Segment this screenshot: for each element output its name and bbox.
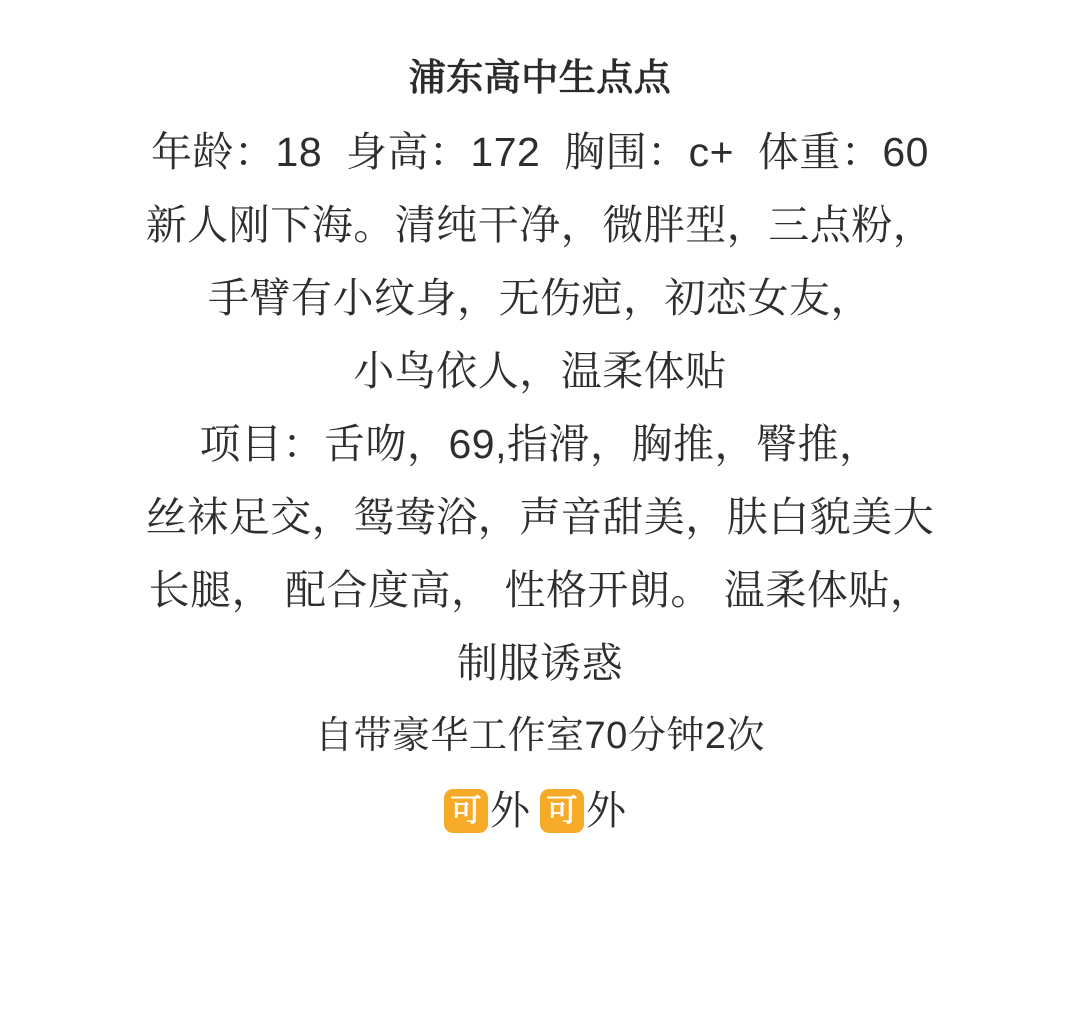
description-line: 新人刚下海。清纯干净，微胖型，三点粉，	[145, 202, 935, 248]
description-line: 小鸟依人，温柔体贴	[353, 348, 727, 394]
profile-stats-line: 年龄：18 身高：172 胸围：c+ 体重：60	[151, 129, 929, 175]
outcall-badge-row	[444, 783, 636, 839]
services-line: 项目：舌吻，69,指滑，胸推，臀推，	[199, 421, 881, 467]
services-line: 丝袜足交，鸳鸯浴，声音甜美，肤白貌美大	[145, 494, 935, 540]
outcall-badge-icon: 可	[444, 789, 488, 833]
outcall-badge-icon: 可	[540, 789, 584, 833]
studio-info-line: 自带豪华工作室70分钟2次	[315, 715, 765, 757]
outcall-badge-label: 外	[490, 789, 530, 833]
page-title: 浦东高中生点点	[408, 57, 672, 98]
services-line: 长腿， 配合度高， 性格开朗。 温柔体贴，	[148, 567, 932, 613]
description-line: 手臂有小纹身，无伤疤，初恋女友，	[208, 275, 872, 321]
services-line: 制服诱惑	[457, 640, 623, 686]
outcall-badge-label: 外	[586, 789, 626, 833]
